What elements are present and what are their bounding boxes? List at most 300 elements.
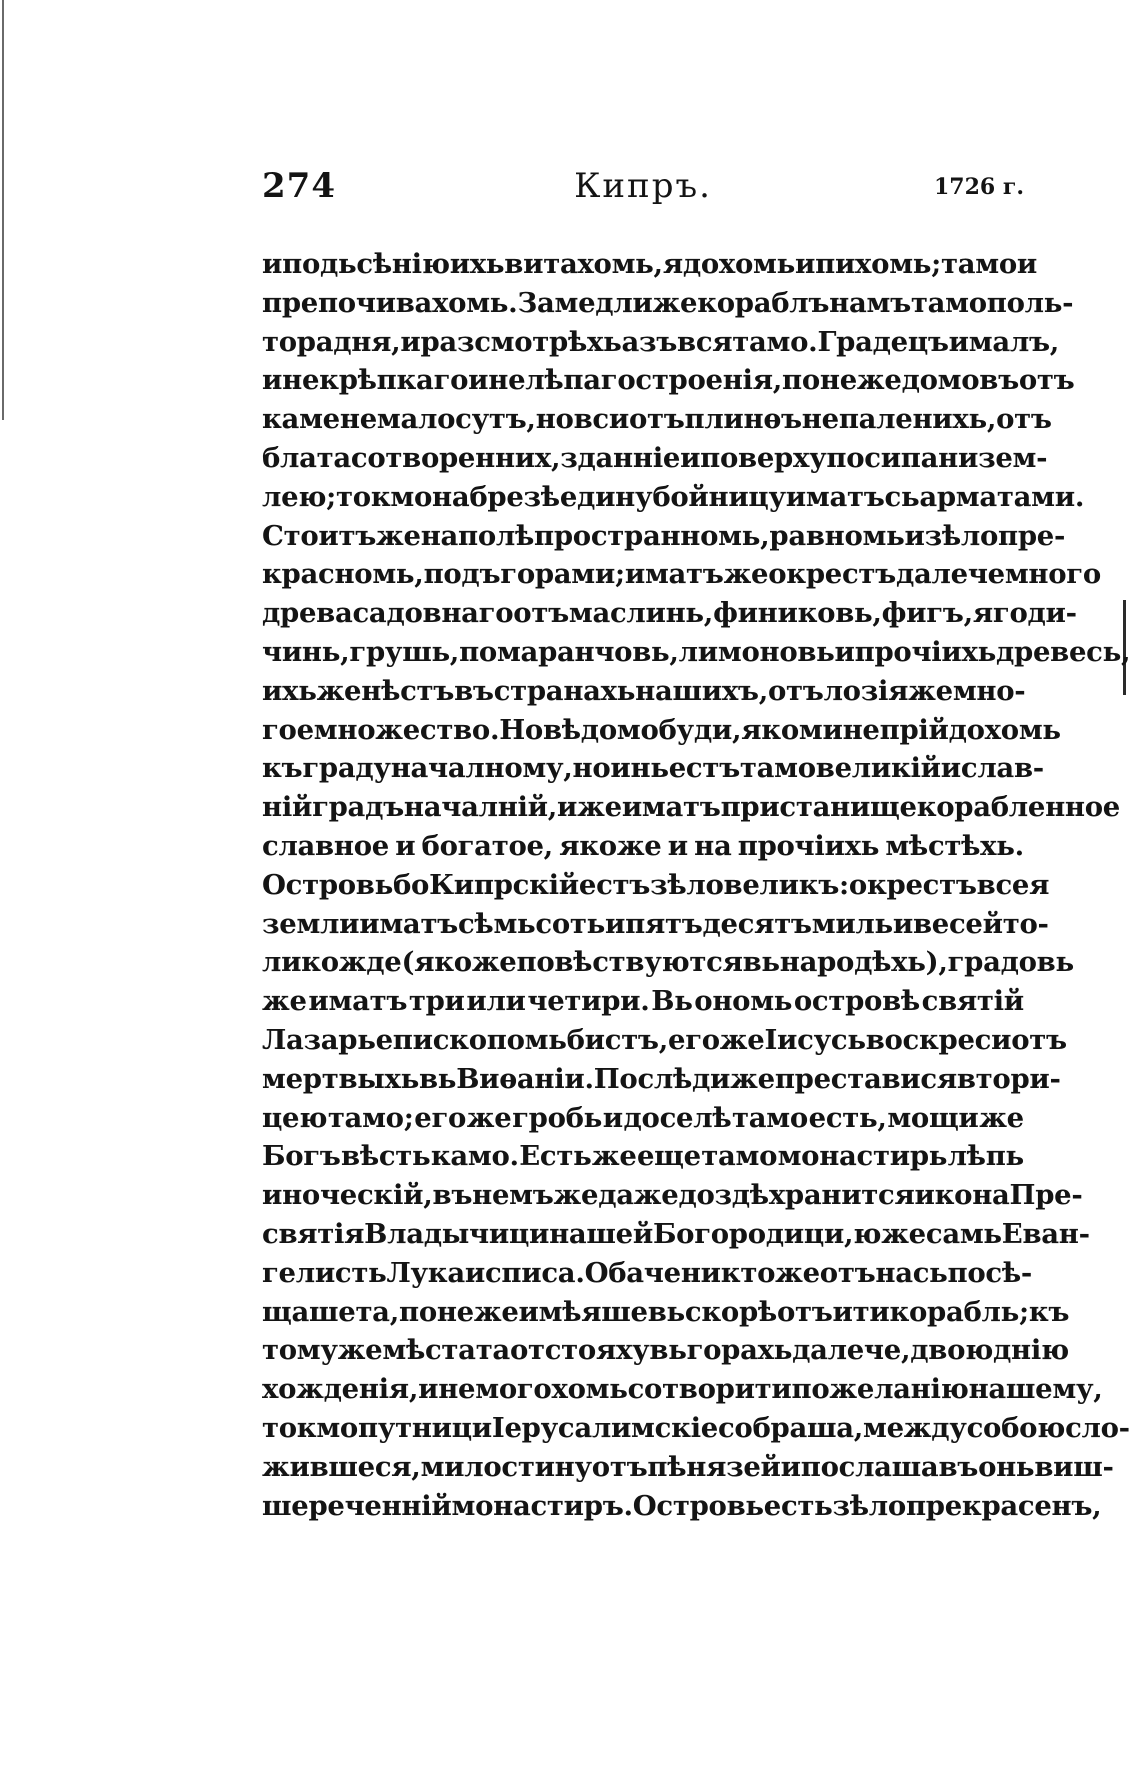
word: зем- xyxy=(978,441,1048,474)
body-text xyxy=(262,245,1131,1525)
word: корабль; xyxy=(889,1295,1029,1328)
text-line xyxy=(262,439,1048,478)
word: и xyxy=(602,1101,623,1134)
word: тамо xyxy=(739,752,816,785)
word: подь xyxy=(282,248,357,280)
word: тому xyxy=(262,1334,338,1367)
text-line xyxy=(262,788,1120,827)
word: же xyxy=(466,1101,512,1134)
word: пространномь, xyxy=(534,519,770,552)
word: Есть xyxy=(519,1140,592,1173)
word: Замедли xyxy=(517,286,653,319)
word: и xyxy=(948,325,969,358)
word: юже xyxy=(853,1217,926,1250)
text-line xyxy=(262,1293,1070,1332)
word: тамо xyxy=(941,248,1017,280)
page-number: 274 xyxy=(262,166,336,206)
word: ономь xyxy=(694,985,793,1018)
text-line xyxy=(262,1176,1083,1215)
word: четири. xyxy=(527,985,650,1018)
word: вь xyxy=(419,1062,457,1095)
word: и xyxy=(904,519,925,552)
word: мертвыхь xyxy=(262,1062,419,1095)
word: Іисусь xyxy=(764,1023,866,1056)
word: сотворенних, xyxy=(350,441,561,474)
word: камене xyxy=(262,403,377,436)
word: ихь xyxy=(262,674,317,707)
word: доселѣ xyxy=(623,1101,732,1134)
word: ягоди- xyxy=(972,597,1077,630)
word: та xyxy=(475,1334,510,1367)
word: тора xyxy=(262,325,334,358)
text-line xyxy=(262,1370,1103,1409)
word: горами; xyxy=(500,558,625,591)
word: пѣнязей xyxy=(647,1450,781,1483)
word: святій xyxy=(921,985,1024,1018)
word: лимоновь xyxy=(678,635,835,668)
word: тамо xyxy=(732,1101,808,1134)
word: народѣхь), xyxy=(779,946,948,979)
word: и xyxy=(395,829,416,862)
word: хранится xyxy=(768,1179,915,1212)
word: странахь xyxy=(493,674,636,707)
word: могохомь xyxy=(475,1373,628,1406)
word: на xyxy=(694,829,732,862)
word: втори- xyxy=(956,1062,1061,1095)
word: же xyxy=(553,1179,599,1212)
text-line xyxy=(262,905,1049,944)
word: собраша, xyxy=(717,1411,864,1444)
word: на xyxy=(432,480,470,513)
word: жившеся, xyxy=(262,1450,421,1483)
word: и xyxy=(780,1450,801,1483)
word: вси xyxy=(573,403,629,436)
word: монастиръ. xyxy=(451,1489,633,1522)
word: посипани xyxy=(826,441,979,474)
word: Іерусалимскіе xyxy=(491,1411,718,1444)
word: то- xyxy=(1002,907,1049,940)
word: токмо xyxy=(336,480,433,513)
word: отъ xyxy=(628,403,685,436)
word: ликожде xyxy=(262,946,402,979)
word: иматъ xyxy=(621,791,721,824)
text-line xyxy=(262,711,1061,750)
word: богатое, xyxy=(421,829,553,862)
word: въ xyxy=(938,1450,979,1483)
word: шереченній xyxy=(262,1489,452,1522)
word: Богъ xyxy=(262,1140,341,1173)
word: и xyxy=(940,752,961,785)
word: нѣстъ xyxy=(361,674,455,707)
text-line xyxy=(262,982,1024,1021)
word: Лука xyxy=(386,1256,465,1289)
word: нашему, xyxy=(968,1373,1103,1406)
word: мѣста xyxy=(382,1334,476,1367)
word: Виѳаніи. xyxy=(456,1062,594,1095)
text-line xyxy=(262,1331,1069,1370)
word: понеже xyxy=(398,1295,519,1328)
word: и xyxy=(680,441,701,474)
word: въ xyxy=(454,674,494,707)
word: слав- xyxy=(960,752,1044,785)
word: нашихъ, xyxy=(635,674,769,707)
word: мало xyxy=(376,403,456,436)
word: отъ xyxy=(1011,1023,1067,1056)
word: якоже xyxy=(559,829,662,862)
word: зданніе xyxy=(560,441,681,474)
word: воскреси xyxy=(865,1023,1012,1056)
word: къ xyxy=(262,752,303,785)
text-line xyxy=(262,1099,1024,1138)
word: нелѣпаго xyxy=(488,364,636,397)
word: тамо xyxy=(910,286,987,319)
text-line xyxy=(262,943,1074,982)
word: прочіихь xyxy=(737,829,880,862)
word: азъ xyxy=(621,325,678,358)
word: иматъ xyxy=(308,985,408,1018)
word: прійдохомь xyxy=(879,713,1061,746)
word: брезѣ xyxy=(469,480,560,513)
word: окрестъ xyxy=(768,558,896,591)
word: иноческій, xyxy=(262,1179,433,1212)
word: и xyxy=(795,248,816,280)
word: Обаче xyxy=(584,1256,681,1289)
word: миль xyxy=(811,907,893,940)
word: самь xyxy=(925,1217,1002,1250)
word: и xyxy=(262,248,283,280)
word: икона xyxy=(914,1179,1010,1212)
word: много xyxy=(1004,558,1101,591)
word: лею; xyxy=(262,480,337,513)
word: желанію xyxy=(829,1373,969,1406)
word: некрѣпкаго xyxy=(282,364,469,397)
word: великій xyxy=(815,752,941,785)
word: та, xyxy=(355,1295,399,1328)
word: и xyxy=(468,364,489,397)
word: окрестъ xyxy=(848,868,977,901)
word: же xyxy=(730,1062,775,1095)
word: арматами. xyxy=(919,480,1085,513)
word: отъ xyxy=(591,1450,648,1483)
word: преставися xyxy=(774,1062,957,1095)
word: три xyxy=(408,985,465,1018)
running-title: Кипръ. xyxy=(574,166,712,206)
word: и xyxy=(262,364,283,397)
word: нась xyxy=(875,1256,948,1289)
text-line xyxy=(262,1487,1102,1526)
text-line xyxy=(262,749,1044,788)
word: вьскорѣ xyxy=(647,1295,777,1328)
word: поль- xyxy=(986,286,1074,319)
word: непаленихь, xyxy=(801,403,997,436)
word: сѣмьсоть xyxy=(457,907,606,940)
word: еще xyxy=(636,1140,701,1173)
word: мѣстѣхь. xyxy=(885,829,1024,862)
text-line xyxy=(262,1215,1090,1254)
word: камо. xyxy=(430,1140,519,1173)
word: Островь xyxy=(262,868,393,901)
word: Еван- xyxy=(1001,1217,1090,1250)
word: пристанище xyxy=(720,791,917,824)
word: же xyxy=(723,558,769,591)
word: сотворити xyxy=(627,1373,792,1406)
text-line xyxy=(262,672,1024,711)
word: маслинь, xyxy=(568,597,714,630)
word: же xyxy=(337,1334,383,1367)
scan-edge-left xyxy=(2,0,4,420)
word: садовнаго xyxy=(352,597,514,630)
word: и xyxy=(400,325,421,358)
word: немъ xyxy=(472,1179,554,1212)
word: началному, xyxy=(390,752,573,785)
word: зѣло xyxy=(650,868,724,901)
word: Послѣди xyxy=(593,1062,731,1095)
word: отъ xyxy=(768,674,824,707)
word: малъ, xyxy=(968,325,1060,358)
text-line xyxy=(262,1409,1130,1448)
word: есть xyxy=(763,1489,833,1522)
text-line xyxy=(262,594,1077,633)
word: къ xyxy=(1028,1295,1070,1328)
word: щаше xyxy=(262,1295,356,1328)
word: Пре- xyxy=(1009,1179,1083,1212)
word: грушь, xyxy=(349,635,460,668)
word: бо xyxy=(392,868,430,901)
word: вѣдомо xyxy=(542,713,659,746)
word: отъ xyxy=(1018,364,1075,397)
word: же xyxy=(979,1101,1024,1134)
word: горахь xyxy=(686,1334,793,1367)
word: поверху xyxy=(700,441,827,474)
word: фигъ, xyxy=(881,597,973,630)
word: же xyxy=(908,674,953,707)
word: и xyxy=(605,907,626,940)
word: далече xyxy=(895,558,1005,591)
word: имѣяше xyxy=(518,1295,648,1328)
word: сѣнію xyxy=(356,248,450,280)
word: великъ: xyxy=(723,868,849,901)
word: доздѣ xyxy=(678,1179,769,1212)
word: гое xyxy=(262,713,314,746)
word: пре- xyxy=(998,519,1066,552)
word: же xyxy=(376,519,421,552)
word: повѣствуются xyxy=(516,946,743,979)
word: граду xyxy=(302,752,391,785)
text-line xyxy=(262,478,1085,517)
word: далече, xyxy=(792,1334,911,1367)
word: блата xyxy=(262,441,351,474)
word: чинь, xyxy=(262,635,350,668)
word: бистъ, xyxy=(566,1023,669,1056)
word: никтоже xyxy=(680,1256,820,1289)
word: древа xyxy=(262,597,353,630)
word: Лазарь xyxy=(262,1023,376,1056)
word: (якоже xyxy=(401,946,517,979)
word: подъ xyxy=(423,558,501,591)
word: градовь xyxy=(947,946,1074,979)
word: равномь xyxy=(769,519,905,552)
word: гелисть xyxy=(262,1256,387,1289)
word: земли xyxy=(262,907,360,940)
text-line xyxy=(262,245,1037,284)
word: весей xyxy=(912,907,1003,940)
text-line xyxy=(262,1137,1024,1176)
word: послаша xyxy=(800,1450,939,1483)
word: лозія xyxy=(823,674,909,707)
word: ній xyxy=(262,791,313,824)
word: днію xyxy=(993,1334,1069,1367)
word: намъ xyxy=(829,286,911,319)
word: домовъ xyxy=(901,364,1019,397)
text-line xyxy=(262,400,1052,439)
word: хожденія, xyxy=(262,1373,419,1406)
word: даже xyxy=(598,1179,679,1212)
word: путници xyxy=(357,1411,492,1444)
word: Вь xyxy=(651,985,693,1018)
word: но xyxy=(572,752,611,785)
word: вь xyxy=(649,1334,687,1367)
word: строенія, xyxy=(635,364,782,397)
word: сло- xyxy=(1065,1411,1130,1444)
word: бойницу xyxy=(652,480,786,513)
word: иматъ xyxy=(785,480,885,513)
word: лѣпь xyxy=(947,1140,1024,1173)
text-line xyxy=(262,1254,1032,1293)
word: между xyxy=(863,1411,967,1444)
word: пихомь; xyxy=(815,248,941,280)
word: тамо. xyxy=(732,325,818,358)
word: плинѳъ xyxy=(684,403,802,436)
word: вь xyxy=(742,946,780,979)
word: прекрасенъ, xyxy=(905,1489,1102,1522)
word: на xyxy=(420,519,459,552)
word: отъ xyxy=(513,597,569,630)
word: епископомь xyxy=(375,1023,567,1056)
word: иматъ xyxy=(359,907,458,940)
word: буди, xyxy=(658,713,742,746)
word: гробь xyxy=(512,1101,603,1134)
word: финиковь, xyxy=(713,597,882,630)
word: Богородици, xyxy=(652,1217,854,1250)
word: зѣло xyxy=(832,1489,906,1522)
word: но xyxy=(535,403,574,436)
text-line xyxy=(262,866,1050,905)
word: и xyxy=(418,1373,439,1406)
word: естъ xyxy=(668,752,740,785)
word: мощи xyxy=(887,1101,979,1134)
word: же xyxy=(591,1140,637,1173)
word: Градецъ xyxy=(817,325,949,358)
word: цею xyxy=(262,1101,328,1134)
word: вся xyxy=(677,325,733,358)
word: и xyxy=(834,635,855,668)
word: ядохомь xyxy=(662,248,796,280)
word: градъ xyxy=(312,791,404,824)
word: и xyxy=(667,829,688,862)
word: понеже xyxy=(782,364,902,397)
word: сь xyxy=(884,480,920,513)
word: славное xyxy=(262,829,389,862)
text-line xyxy=(262,1448,1114,1487)
word: Островь xyxy=(632,1489,764,1522)
word: дня, xyxy=(333,325,401,358)
word: по xyxy=(791,1373,830,1406)
word: отстояху xyxy=(509,1334,650,1367)
text-line xyxy=(262,361,1075,400)
word: всея xyxy=(976,868,1050,901)
word: милостину xyxy=(420,1450,592,1483)
word: и xyxy=(892,907,913,940)
word: исписа. xyxy=(464,1256,585,1289)
word: нашей xyxy=(549,1217,653,1250)
word: витахомь, xyxy=(504,248,663,280)
word: островѣ xyxy=(793,985,920,1018)
word: естъ xyxy=(578,868,651,901)
word: иматъ xyxy=(624,558,724,591)
word: разсмотрѣхь xyxy=(420,325,622,358)
word: токмо xyxy=(262,1411,358,1444)
text-line xyxy=(262,827,1024,866)
word: Но xyxy=(499,713,543,746)
word: же xyxy=(652,286,698,319)
text-line xyxy=(262,633,1131,672)
word: ми xyxy=(798,713,843,746)
word: посѣ- xyxy=(947,1256,1032,1289)
word: красномь, xyxy=(262,558,424,591)
word: множество. xyxy=(313,713,500,746)
word: ихь xyxy=(449,248,505,280)
word: инь xyxy=(610,752,669,785)
word: не xyxy=(842,713,880,746)
text-line xyxy=(262,555,1101,594)
word: не xyxy=(438,1373,476,1406)
word: же xyxy=(262,985,307,1018)
text-line xyxy=(262,1060,1061,1099)
word: тамо; xyxy=(327,1101,414,1134)
word: прочіихь xyxy=(854,635,996,668)
text-line xyxy=(262,284,1074,323)
word: полѣ xyxy=(458,519,535,552)
word: пятъдесятъ xyxy=(625,907,812,940)
word: егоже xyxy=(668,1023,765,1056)
word: корабленное xyxy=(916,791,1120,824)
word: его xyxy=(414,1101,467,1134)
word: едину xyxy=(559,480,653,513)
text-line xyxy=(262,323,1060,362)
word: виш- xyxy=(1034,1450,1114,1483)
word: препочивахомь. xyxy=(262,286,518,319)
word: яко xyxy=(741,713,799,746)
page-header xyxy=(262,166,1024,216)
word: онь xyxy=(978,1450,1035,1483)
word: собою xyxy=(966,1411,1066,1444)
word: Стоитъ xyxy=(262,519,377,552)
text-line xyxy=(262,517,1066,556)
word: древесь, xyxy=(995,635,1131,668)
word: въ xyxy=(432,1179,473,1212)
word: сутъ, xyxy=(455,403,536,436)
word: монастирь xyxy=(777,1140,948,1173)
word: же xyxy=(316,674,362,707)
word: зѣло xyxy=(924,519,999,552)
word: отъ xyxy=(819,1256,876,1289)
word: вѣсть xyxy=(341,1140,431,1173)
word: или xyxy=(466,985,526,1018)
word: иже xyxy=(557,791,622,824)
word: и xyxy=(1016,248,1037,280)
word: мно- xyxy=(952,674,1026,707)
word: помаранчовь, xyxy=(459,635,679,668)
